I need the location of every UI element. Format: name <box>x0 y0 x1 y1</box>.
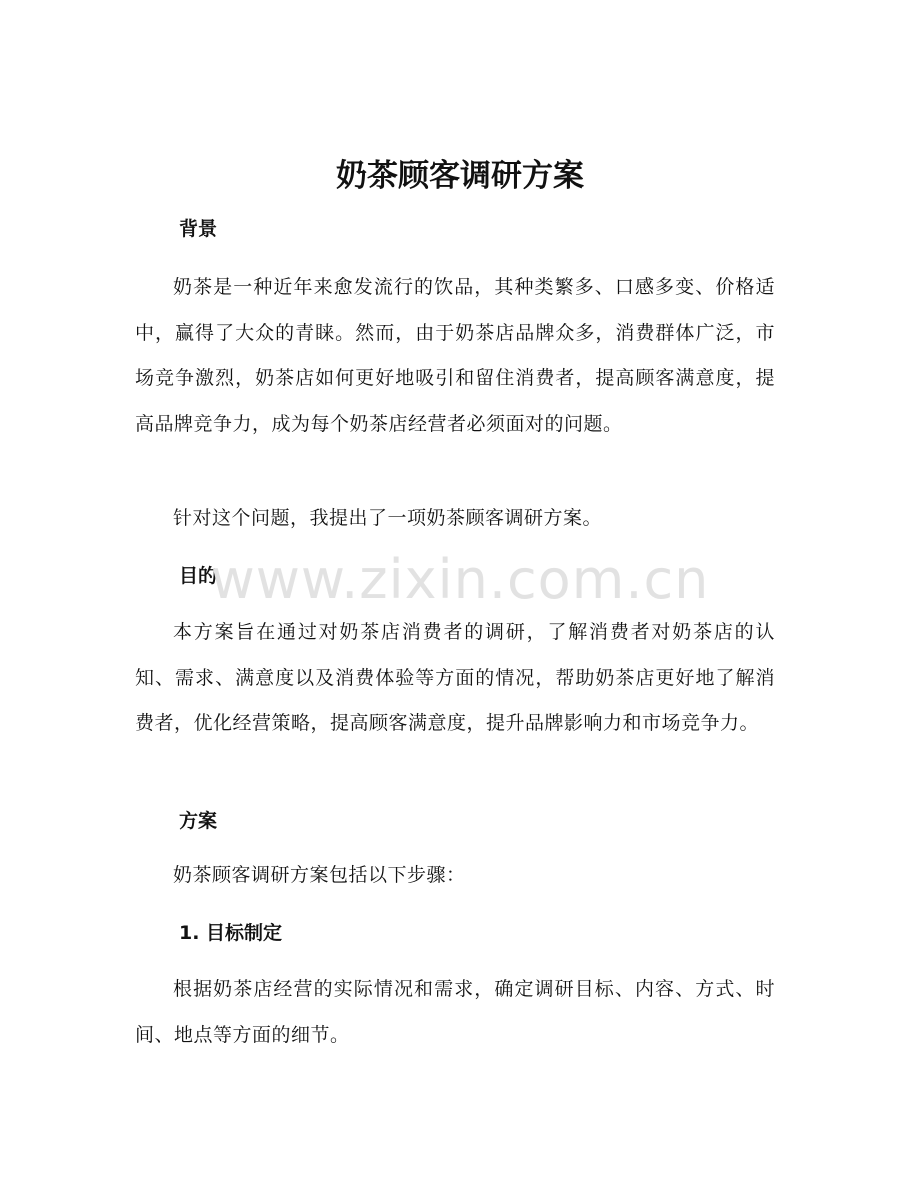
watermark: www.zixin.com.cn <box>210 548 710 611</box>
document-title: 奶茶顾客调研方案 <box>336 158 584 194</box>
section-heading-plan: 方案 <box>179 810 218 832</box>
section-heading-purpose: 目的 <box>179 565 218 587</box>
section-heading-background: 背景 <box>179 218 218 240</box>
plan-intro-paragraph: 奶茶顾客调研方案包括以下步骤： <box>173 864 466 886</box>
section-heading-goal-setting: 1. 目标制定 <box>179 922 283 944</box>
purpose-paragraph: 本方案旨在通过对奶茶店消费者的调研，了解消费者对奶茶店的认知、需求、满意度以及消费体验等方面的情况，帮助奶茶店更好地了解消费者，优化经营策略，提高顾客满意度，提升品牌影响力和市场竞争力。 <box>135 621 775 735</box>
background-paragraph-1: 奶茶是一种近年来愈发流行的饮品，其种类繁多、口感多变、价格适中，赢得了大众的青睐。然而，由于奶茶店品牌众多，消费群体广泛，市场竞争激烈，奶茶店如何更好地吸引和留住消费者，提高顾客满意度，提高品牌竞争力，成为每个奶茶店经营者必须面对的问题。 <box>135 276 775 435</box>
goal-setting-paragraph: 根据奶茶店经营的实际情况和需求，确定调研目标、内容、方式、时间、地点等方面的细节。 <box>135 978 775 1046</box>
background-paragraph-2: 针对这个问题，我提出了一项奶茶顾客调研方案。 <box>173 507 603 529</box>
